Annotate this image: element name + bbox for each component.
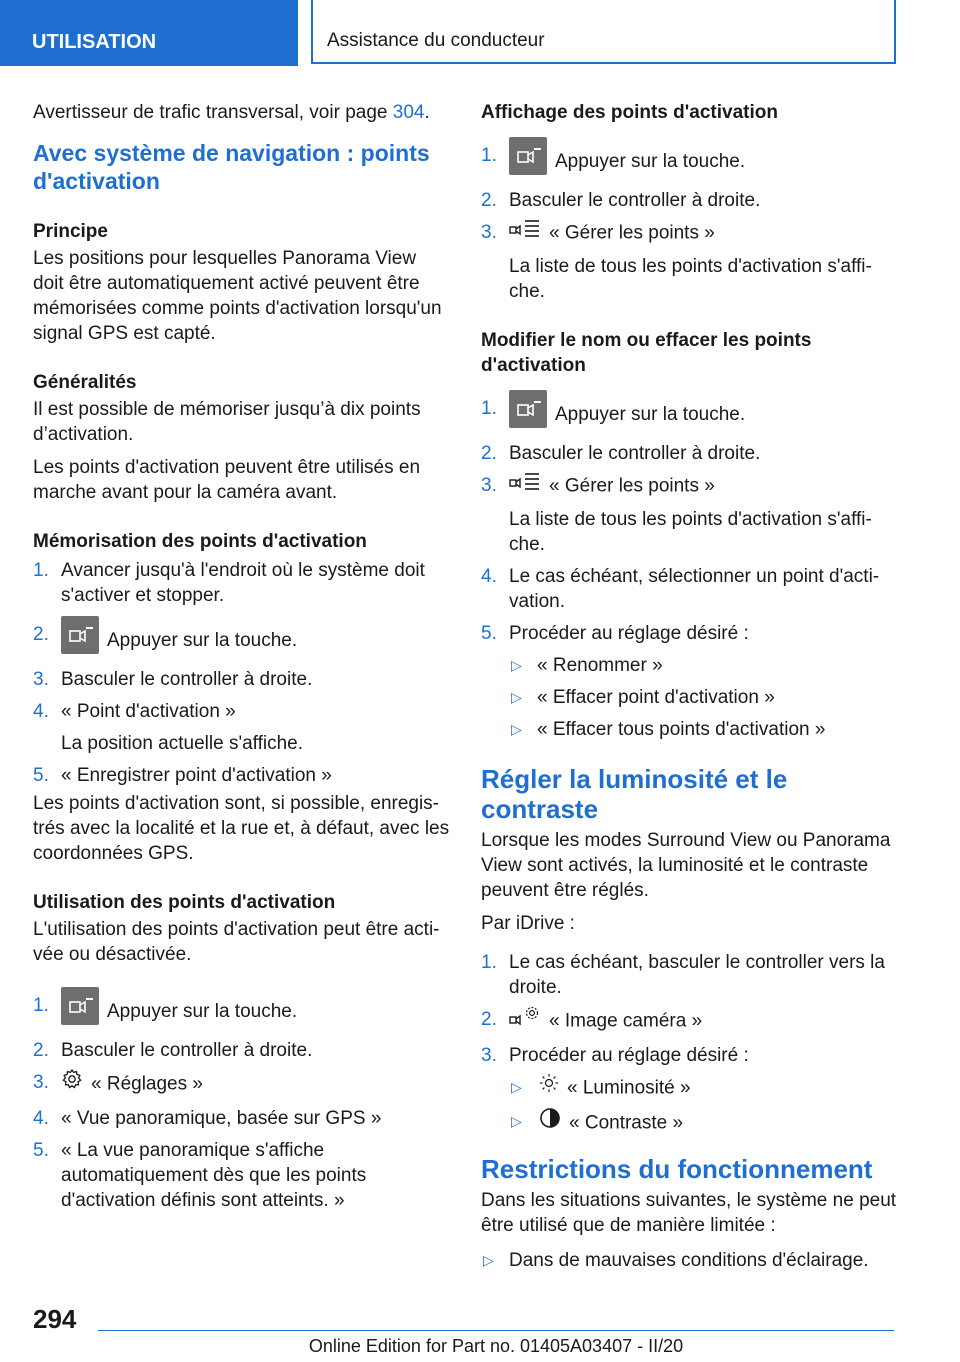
util-title: Utilisation des points d'activation: [33, 892, 336, 913]
triangle-bullet-icon: ▷: [483, 1252, 494, 1268]
list-item: ▷ « Luminosité »: [509, 1075, 901, 1102]
section-label: Assistance du conducteur: [327, 30, 545, 51]
restrictions-heading: Restrictions du fonctionnement: [481, 1154, 873, 1184]
triangle-bullet-icon: ▷: [511, 721, 522, 737]
list-item: 3. Procéder au réglage désiré : ▷ « Luminosité » ▷ « Contraste »: [481, 1043, 901, 1138]
camera-button-icon: [509, 137, 547, 175]
mod-steps: [481, 396, 901, 742]
mod-title: Modifier le nom ou effacer les points d'activation: [481, 330, 812, 376]
principe-title: Principe: [33, 221, 108, 242]
list-item: ▷ « Effacer tous points d'activation »: [511, 719, 826, 740]
camera-button-icon: [509, 390, 547, 428]
aff-title: Affichage des points d'activation: [481, 102, 778, 123]
list-item: 5. Procéder au réglage désiré : ▷ « Renommer » ▷ « Effacer point d'activation » ▷ « Effacer tous points d'activation »: [481, 621, 901, 742]
right-column: [481, 100, 901, 1280]
triangle-bullet-icon: ▷: [511, 689, 522, 705]
triangle-bullet-icon: ▷: [511, 1079, 522, 1095]
restrictions-text: Dans les situations suivantes, le système ne peut être utilisé que de manière limitée :: [481, 1190, 897, 1236]
list-item: 4. « Point d'activation » La position actuelle s'affiche.: [33, 701, 303, 754]
list-item: 4. « Vue panoramique, basée sur GPS »: [33, 1108, 382, 1129]
idrive-label: Par iDrive :: [481, 913, 575, 934]
triangle-bullet-icon: ▷: [511, 1113, 522, 1129]
list-item: 5. « Enregistrer point d'activation »: [33, 765, 332, 786]
generalites-title: Généralités: [33, 372, 137, 393]
manage-points-icon: [509, 218, 541, 245]
list-item: 3. « Gérer les points » La liste de tous les points d'activation s'affi‐che.: [481, 220, 901, 304]
restrictions-list: [481, 1248, 901, 1273]
chapter-label: UTILISATION: [32, 31, 157, 53]
luminosity-heading: Régler la luminosité et le contraste: [481, 764, 788, 824]
list-item: 1. Appuyer sur la touche.: [481, 396, 901, 434]
list-item: ▷ « Effacer point d'activation »: [511, 687, 775, 708]
camera-settings-icon: [509, 1005, 541, 1034]
list-item: 5. « La vue panoramique s'affiche automatiquement dès que les points d'activation définis sont atteints. »: [33, 1140, 367, 1211]
generalites-text-2: Les points d'activation peuvent être utilisés en marche avant pour la caméra avant.: [33, 457, 421, 503]
page-number: 294: [33, 1304, 77, 1334]
triangle-bullet-icon: ▷: [511, 657, 522, 673]
list-item: 1. Avancer jusqu'à l'endroit où le système doit s'activer et stopper.: [33, 560, 425, 606]
util-text: L'utilisation des points d'activation peut être acti‐vée ou désactivée.: [33, 919, 440, 965]
camera-button-icon: [61, 616, 99, 654]
contrast-icon: [539, 1107, 561, 1136]
list-item: 2. Basculer le controller à droite.: [33, 1040, 313, 1061]
list-item: ▷ « Contraste »: [509, 1109, 901, 1138]
list-item: 3. « Réglages »: [33, 1070, 451, 1099]
intro-paragraph: Avertisseur de trafic transversal, voir page 304.: [33, 102, 430, 123]
section-tab: [311, 0, 896, 64]
list-item: 2. « Image caméra »: [481, 1007, 901, 1036]
util-steps: [33, 993, 451, 1213]
list-item: 1. Appuyer sur la touche.: [481, 143, 901, 181]
luminosity-text: Lorsque les modes Surround View ou Panorama View sont activés, la luminosité et le contraste peuvent être réglés.: [481, 830, 891, 901]
list-item: 2. Basculer le controller à droite.: [481, 190, 761, 211]
footer-edition: Online Edition for Part no. 01405A03407 - II/20: [308, 1336, 684, 1356]
mod-options: [509, 653, 901, 742]
principe-text: Les positions pour lesquelles Panorama View doit être automatiquement activé peuvent être mémorisées comme points d'activation lorsqu'un signal GPS est capté.: [33, 248, 442, 344]
nav-points-heading: Avec système de navigation : points d'activation: [33, 140, 430, 194]
list-item: 3. « Gérer les points » La liste de tous les points d'activation s'affi‐che.: [481, 473, 901, 557]
list-item: 1. Le cas échéant, basculer le controller vers la droite.: [481, 952, 885, 998]
sun-icon: [539, 1073, 559, 1100]
memo-steps: [33, 558, 451, 788]
list-item: 2. Appuyer sur la touche.: [33, 622, 451, 660]
list-item: 2. Basculer le controller à droite.: [481, 443, 761, 464]
lum-options: [509, 1075, 901, 1138]
list-item: ▷ « Renommer »: [511, 655, 663, 676]
list-item: ▷ Dans de mauvaises conditions d'éclairage.: [483, 1250, 869, 1271]
aff-steps: [481, 143, 901, 304]
list-item: 3. Basculer le controller à droite.: [33, 669, 313, 690]
camera-button-icon: [61, 987, 99, 1025]
memo-title: Mémorisation des points d'activation: [33, 531, 367, 552]
list-item: 1. Appuyer sur la touche.: [33, 993, 451, 1031]
gear-icon: [61, 1068, 83, 1097]
lum-steps: [481, 950, 901, 1138]
chapter-tab: [0, 0, 298, 66]
page-link[interactable]: 304: [392, 102, 425, 123]
memo-after-text: Les points d'activation sont, si possible, enregis‐trés avec la localité et la rue et, à défaut, avec les coordonnées GPS.: [33, 793, 450, 864]
left-column: [33, 100, 451, 1220]
list-item: 4. Le cas échéant, sélectionner un point d'acti‐vation.: [481, 566, 880, 612]
manage-points-icon: [509, 471, 541, 498]
generalites-text-1: Il est possible de mémoriser jusqu’à dix points d’activation.: [33, 399, 421, 445]
